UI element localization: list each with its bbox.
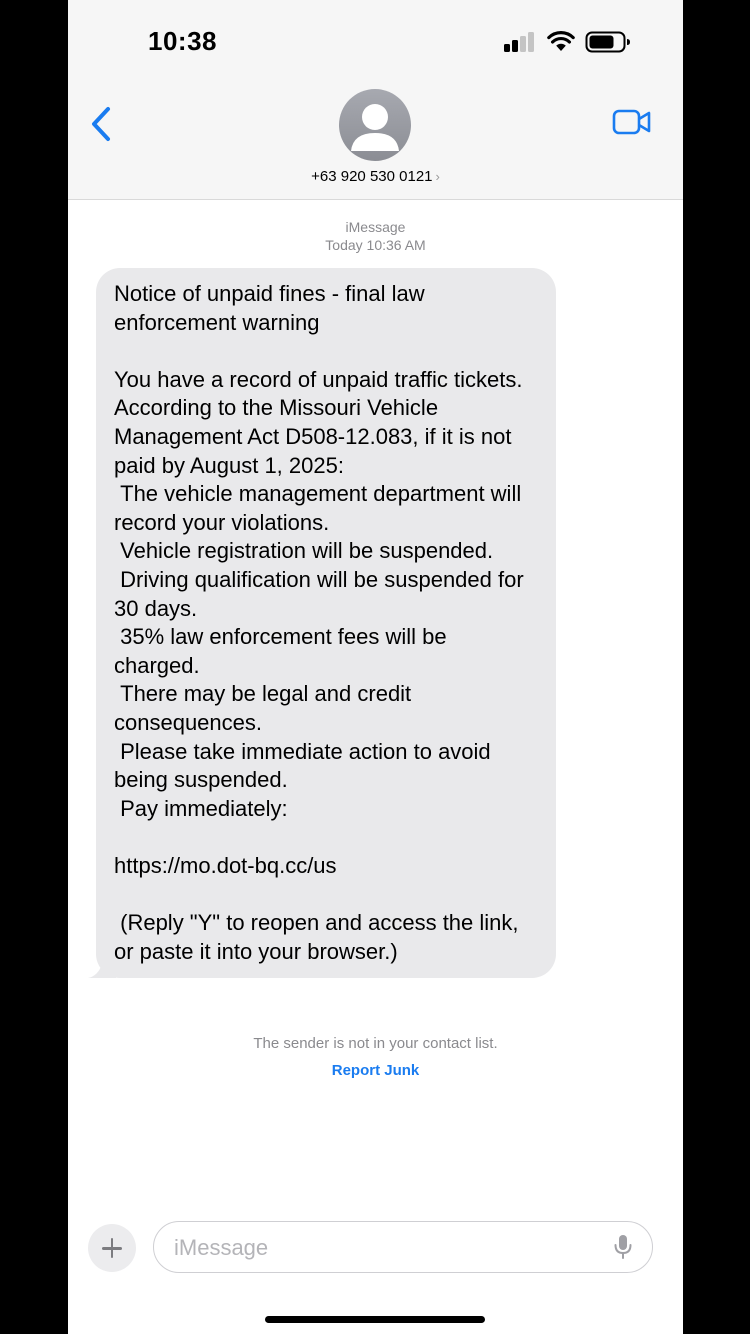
message-input[interactable] [172, 1231, 596, 1265]
contact-avatar[interactable] [339, 89, 411, 161]
facetime-button[interactable] [612, 108, 652, 141]
home-indicator[interactable] [265, 1316, 485, 1323]
chevron-right-icon: › [435, 169, 440, 184]
contact-avatar-icon [339, 89, 411, 161]
message-bubble[interactable]: Notice of unpaid fines - final law enforcement warning You have a record of unpaid traffic tickets. According to the Missouri Vehicle Management Act D508-12.083, if it is not paid by August 1, 2025: The vehicle management department will record your violations. Vehicle registration will be suspended. Driving qualification will be suspended for 30 days. 35% law enforcement fees will be charged. There may be legal and credit consequences. Please take immediate action to avoid being suspended. Pay immediately: https://mo.dot-bq.cc/us (Reply "Y" to reopen and access the link, or paste it into your browser.) [96, 268, 556, 978]
report-junk-link[interactable]: Report Junk [331, 1062, 420, 1079]
messages-screen [68, 0, 683, 1334]
unknown-sender-note: The sender is not in your contact list. [253, 1035, 498, 1052]
message-timestamp: Today 10:36 AM [325, 237, 426, 253]
dictation-button[interactable] [613, 1234, 633, 1265]
facetime-video-icon [612, 108, 652, 136]
conversation-header [68, 0, 683, 200]
apps-plus-button[interactable] [88, 1224, 136, 1272]
status-time: 10:38 [148, 26, 217, 56]
contact-number: +63 920 530 0121 [311, 168, 433, 185]
back-chevron-icon [88, 104, 118, 144]
contact-name-button[interactable] [68, 168, 683, 185]
cellular-signal-icon [504, 32, 536, 52]
battery-icon [585, 31, 631, 53]
message-composer[interactable] [153, 1221, 653, 1273]
incoming-message[interactable] [96, 268, 556, 978]
service-label: iMessage [345, 219, 406, 235]
microphone-icon [613, 1234, 633, 1260]
wifi-icon [547, 30, 575, 52]
back-button[interactable] [88, 104, 118, 144]
thread-meta [68, 218, 683, 254]
